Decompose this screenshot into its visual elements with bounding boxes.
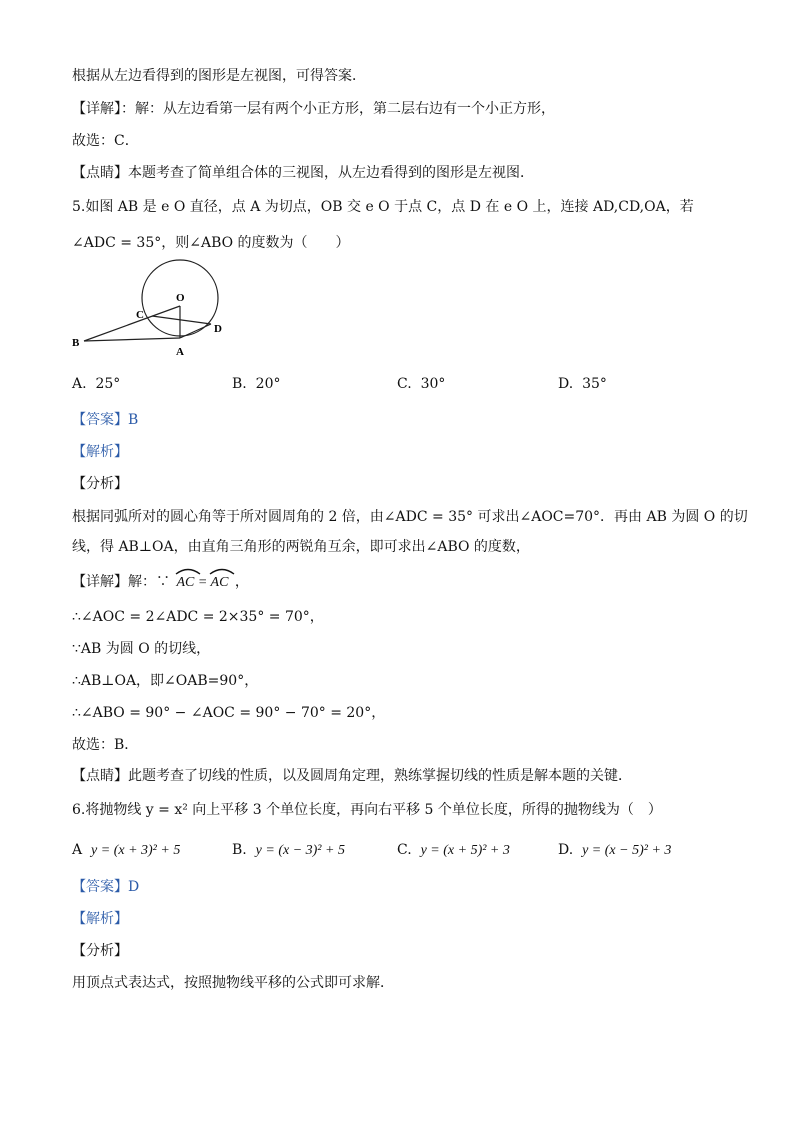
label-b: B — [72, 337, 80, 349]
option-a[interactable]: A y = (x + 3)² + 5 — [72, 842, 181, 858]
text-line: 【点睛】此题考查了切线的性质，以及圆周角定理，熟练掌握切线的性质是解本题的关键． — [72, 768, 632, 784]
option-d[interactable]: D. 35° — [558, 376, 607, 392]
question-5-text: ∠ADC = 35°，则∠ABO 的度数为（ ） — [72, 235, 350, 251]
question-5-text: 5.如图 AB 是 e O 直径，点 A 为切点，OB 交 e O 于点 C，点 D 在 e O 上，连接 AD,CD,OA，若 — [72, 199, 694, 215]
text-line: 线，得 AB⊥OA，由直角三角形的两锐角互余，即可求出∠ABO 的度数， — [72, 539, 530, 555]
option-b[interactable]: B. y = (x − 3)² + 5 — [232, 842, 345, 858]
text-line: 【点睛】本题考查了简单组合体的三视图，从左边看得到的图形是左视图． — [72, 165, 534, 181]
answer-label: 【答案】B — [72, 412, 139, 428]
label-a: A — [176, 346, 184, 358]
section-label: 【分析】 — [72, 943, 128, 959]
option-c[interactable]: C. 30° — [397, 376, 446, 392]
analysis-label: 【解析】 — [72, 911, 128, 927]
text-line: 根据同弧所对的圆心角等于所对圆周角的 2 倍，由∠ADC = 35° 可求出∠AOC=70°．再由 AB 为圆 O 的切 — [72, 509, 748, 525]
detail-line: 【详解】解：∵ AC = AC ， — [72, 572, 249, 593]
detail-line: 故选：B． — [72, 737, 139, 753]
section-label: 【分析】 — [72, 476, 128, 492]
option-b[interactable]: B. 20° — [232, 376, 281, 392]
option-d[interactable]: D. y = (x − 5)² + 3 — [558, 842, 672, 858]
analysis-label: 【解析】 — [72, 444, 128, 460]
circle-tangent-figure — [66, 238, 236, 364]
answer-label: 【答案】D — [72, 879, 140, 895]
text-line: 用顶点式表达式，按照抛物线平移的公式即可求解． — [72, 975, 394, 991]
label-o: O — [176, 292, 185, 304]
detail-line: ∴∠ABO = 90° − ∠AOC = 90° − 70° = 20°， — [72, 705, 386, 721]
segment-ba — [84, 338, 180, 341]
question-6-text: 6.将抛物线 y = x² 向上平移 3 个单位长度，再向右平移 5 个单位长度，所得的抛物线为（ ） — [72, 802, 662, 818]
segment-bo — [84, 306, 180, 341]
segment-ad — [180, 324, 211, 338]
label-d: D — [214, 323, 222, 335]
detail-line: ∴AB⊥OA，即∠OAB=90°， — [72, 673, 259, 689]
detail-line: ∵AB 为圆 O 的切线， — [72, 641, 211, 657]
arc-mark-icon — [174, 565, 238, 575]
option-a[interactable]: A. 25° — [72, 376, 121, 392]
arc-equation: AC = AC — [174, 573, 230, 593]
text-line: 故选：C． — [72, 133, 139, 149]
label-c: C — [136, 309, 144, 321]
text-line: 【详解】：解：从左边看第一层有两个小正方形，第二层右边有一个小正方形， — [72, 101, 555, 117]
segment-cd — [152, 316, 211, 324]
option-c[interactable]: C. y = (x + 5)² + 3 — [397, 842, 510, 858]
text-line: 根据从左边看得到的图形是左视图，可得答案． — [72, 68, 366, 84]
detail-line: ∴∠AOC = 2∠ADC = 2×35° = 70°， — [72, 609, 324, 625]
